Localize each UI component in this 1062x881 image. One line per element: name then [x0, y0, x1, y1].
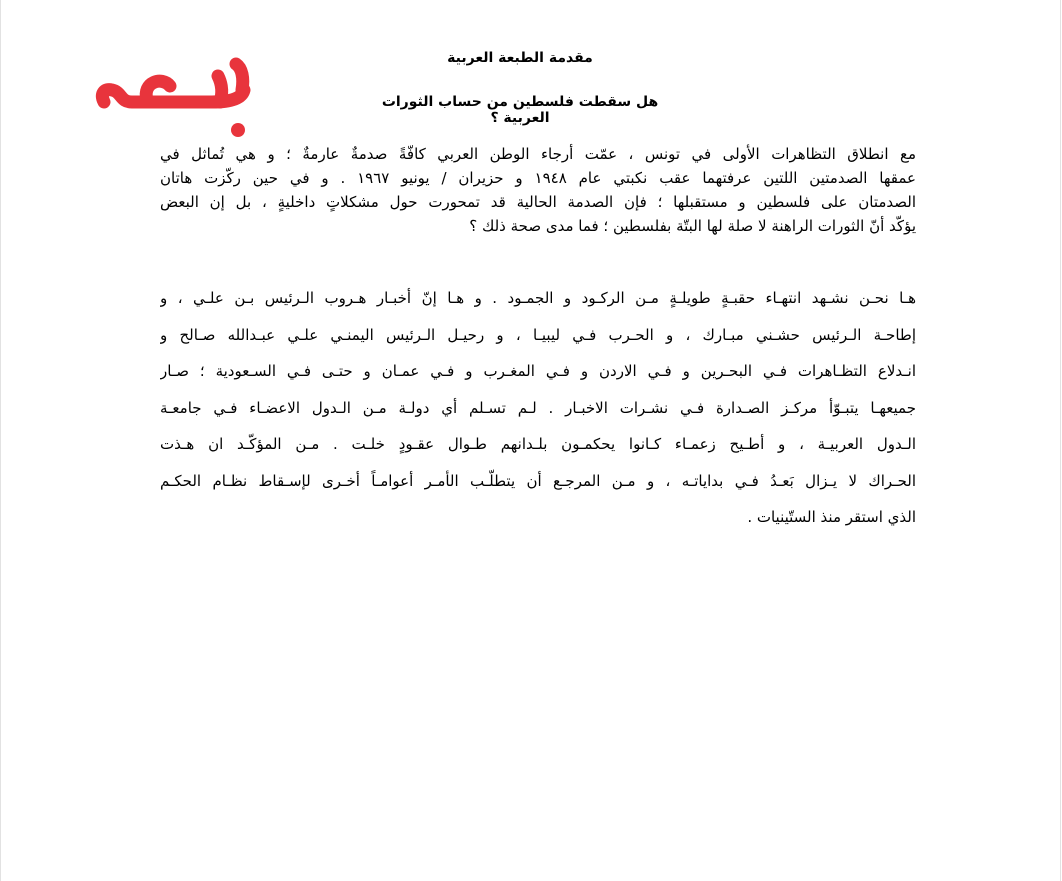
page-left-edge [0, 0, 1, 881]
paragraph-line: الصدمتان على فلسطين و مستقبلها ؛ فإن الصدمة الحالية قد تمحورت حول مشكلاتٍ داخليةٍ ، بل إن البعض [160, 193, 916, 211]
paragraph-line: إطاحـة الـرئيس حشـني مبـارك ، و الحـرب فـي ليبيـا ، و رحيـل الـرئيس اليمنـي علـي عبـدالله صـالح و [160, 325, 916, 344]
paragraph-line: انـدلاع التظـاهرات فـي البحـرين و فـي الاردن و فـي المغـرب و فـي عمـان و حتـى فـي السـعودية ؛ صـار [160, 362, 916, 380]
page-right-edge [1060, 0, 1061, 881]
page-subtitle: هل سقطت فلسطين من حساب الثورات العربية ؟ [381, 94, 659, 126]
handwritten-stamp [92, 50, 262, 150]
paragraph-body [160, 280, 916, 536]
paragraph-intro [160, 142, 916, 238]
paragraph-line: عمقها الصدمتين اللتين عرفتهما عقب نكبتي عام ١٩٤٨ و حزيران / يونيو ١٩٦٧ . و في حين ركّزت هاتان [160, 169, 916, 187]
paragraph-line: الحـراك لا يـزال بَعـدُ فـي بداياتـه ، و مـن المرجـع أن يتطلّـب الأمـر أعوامـاً أخـرى لإسـقاط نظـام الحكـم [160, 471, 916, 490]
paragraph-line: يؤكّد أنّ الثورات الراهنة لا صلة لها البتّة بفلسطين ؛ فما مدى صحة ذلك ؟ [469, 217, 916, 235]
paragraph-line: الذي استقر منذ الستّينيات . [747, 508, 916, 526]
paragraph-line: مع انطلاق التظاهرات الأولى في تونس ، عمّت أرجاء الوطن العربي كافّةً صدمةٌ عارمةٌ ؛ و هي تُماثل في [160, 145, 916, 163]
paragraph-line: هـا نحـن نشـهد انتهـاء حقبـةٍ طويلـةٍ مـن الركـود و الجمـود . و هـا إنّ أخبـار هـروب الـرئيس بـن علـي ، و [160, 289, 916, 307]
page-title: مقدمة الطبعة العربية [447, 50, 593, 66]
paragraph-line: جميعهـا يتبـوّأ مركـز الصـدارة فـي نشـرات الاخبـار . لـم تسـلم أي دولـة مـن الـدول الاعضـاء فـي جامعـة [160, 398, 916, 417]
paragraph-line: الـدول العربيـة ، و أطـيح زعمـاء كـانوا يحكمـون بلـدانهم طـوال عقـودٍ خلـت . مـن المؤكّـد ان هـذت [160, 435, 916, 453]
